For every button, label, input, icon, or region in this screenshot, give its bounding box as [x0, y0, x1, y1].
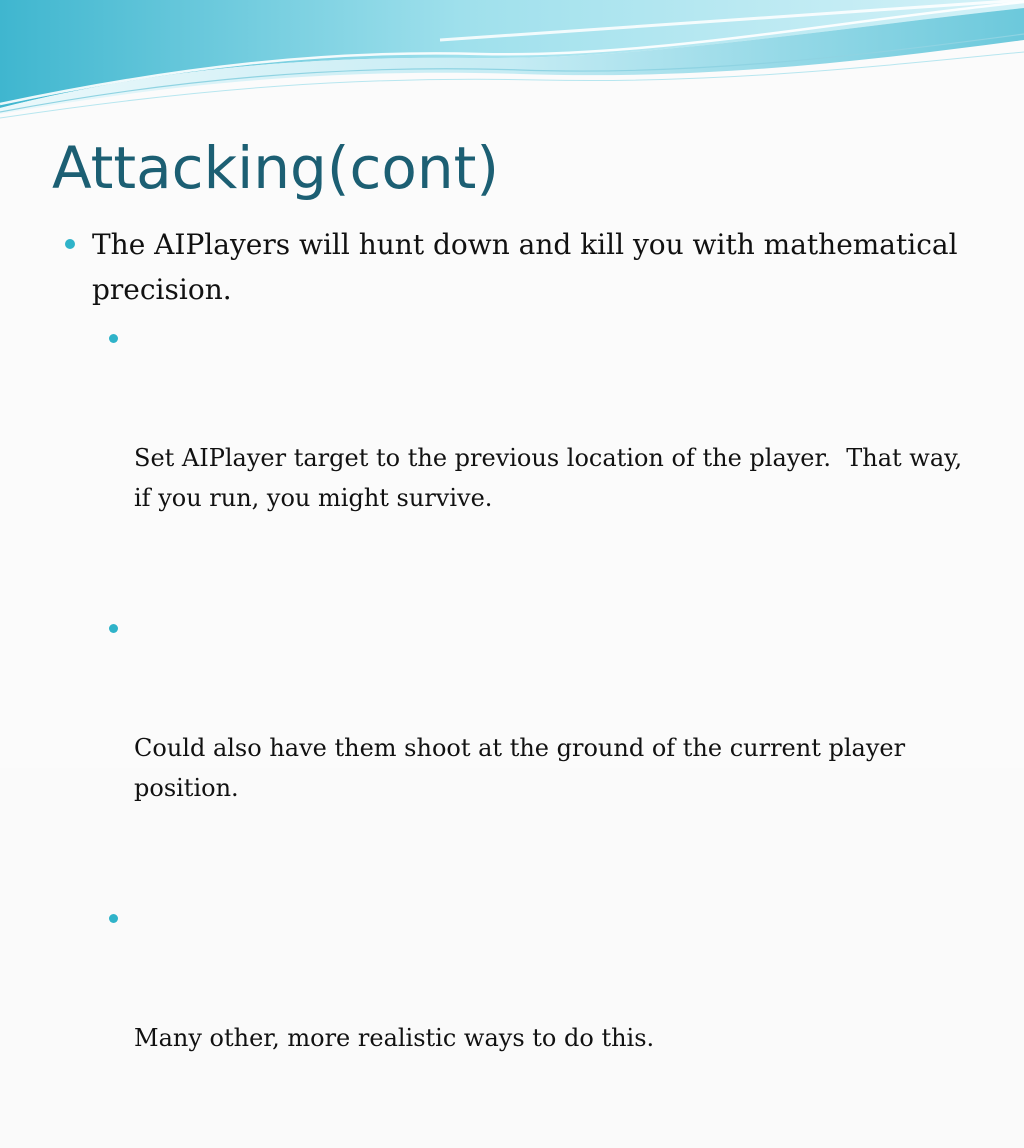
sub-bullet-item-2 [58, 608, 978, 888]
bullet-text: The AIPlayers will hunt down and kill you with mathematical precision. [92, 228, 958, 306]
sub-bullet-dot-icon [109, 914, 118, 923]
sub-bullet-dot-icon [109, 334, 118, 343]
slide-title: Attacking(cont) [52, 134, 499, 202]
sub-bullet-dot-icon [109, 624, 118, 633]
bullet-list [58, 222, 978, 1148]
sub-bullet-text: Could also have them shoot at the ground of the current player position. [134, 734, 913, 802]
sub-bullet-item-3 [58, 898, 978, 1138]
sub-bullet-list [58, 318, 978, 1138]
bullet-item-1 [58, 222, 978, 1138]
sub-bullet-text: Set AIPlayer target to the previous location of the player. That way, if you run, you might survive. [134, 444, 970, 512]
sub-bullet-text: Many other, more realistic ways to do this. [134, 1024, 655, 1052]
sub-bullet-item-1 [58, 318, 978, 598]
bullet-dot-icon [65, 239, 75, 249]
wave-header-decoration [0, 0, 1024, 130]
